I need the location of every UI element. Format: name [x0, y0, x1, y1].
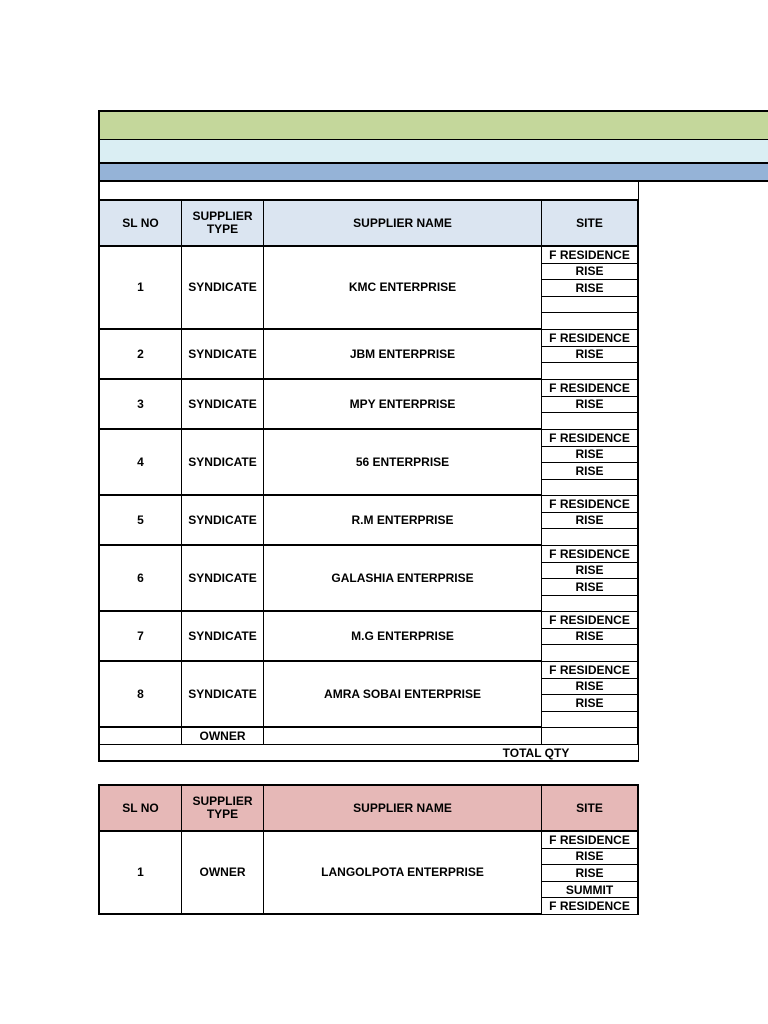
site-cell: SUMMIT — [541, 882, 639, 899]
site-cell: F RESIDENCE — [541, 430, 639, 447]
sl-no-cell: 5 — [98, 496, 181, 546]
title-band-blue — [98, 164, 768, 182]
site-cell: RISE — [541, 397, 639, 414]
supplier-name-cell: JBM ENTERPRISE — [263, 330, 541, 380]
title-band-green — [98, 110, 768, 140]
site-cell — [541, 480, 639, 497]
owner-row-cell — [263, 728, 541, 745]
supplier-name-cell: KMC ENTERPRISE — [263, 247, 541, 330]
supplier-type-cell: SYNDICATE — [181, 247, 263, 330]
supplier-type-cell: SYNDICATE — [181, 546, 263, 612]
sl-no-cell: 1 — [98, 832, 181, 915]
sl-no-cell: 3 — [98, 380, 181, 430]
site-cell: F RESIDENCE — [541, 380, 639, 397]
site-cell: RISE — [541, 849, 639, 866]
table2-header-sl-no: SL NO — [98, 784, 181, 832]
site-cell — [541, 363, 639, 380]
site-cell: F RESIDENCE — [541, 496, 639, 513]
site-cell — [541, 413, 639, 430]
supplier-name-cell: AMRA SOBAI ENTERPRISE — [263, 662, 541, 728]
site-cell: F RESIDENCE — [541, 546, 639, 563]
site-cell: F RESIDENCE — [541, 612, 639, 629]
site-cell: RISE — [541, 347, 639, 364]
site-cell: F RESIDENCE — [541, 832, 639, 849]
supplier-name-cell: 56 ENTERPRISE — [263, 430, 541, 496]
site-cell: RISE — [541, 865, 639, 882]
table1-header-supplier-name: SUPPLIER NAME — [263, 199, 541, 247]
supplier-name-cell: GALASHIA ENTERPRISE — [263, 546, 541, 612]
site-cell: RISE — [541, 280, 639, 297]
supplier-type-cell: SYNDICATE — [181, 380, 263, 430]
total-qty-label: TOTAL QTY — [502, 746, 570, 760]
supplier-type-cell: SYNDICATE — [181, 496, 263, 546]
site-cell: F RESIDENCE — [541, 898, 639, 915]
spacer-row — [98, 182, 639, 199]
supplier-type-cell: OWNER — [181, 832, 263, 915]
site-cell: RISE — [541, 563, 639, 580]
site-cell: RISE — [541, 447, 639, 464]
site-cell — [541, 712, 639, 729]
table2-header-supplier-type: SUPPLIER TYPE — [181, 784, 263, 832]
site-cell: RISE — [541, 463, 639, 480]
title-band-light-blue — [98, 140, 768, 164]
sl-no-cell: 2 — [98, 330, 181, 380]
supplier-type-cell: SYNDICATE — [181, 612, 263, 662]
table2-header-supplier-name: SUPPLIER NAME — [263, 784, 541, 832]
table1-header-site: SITE — [541, 199, 639, 247]
site-cell: F RESIDENCE — [541, 247, 639, 264]
table1-header-supplier-type: SUPPLIER TYPE — [181, 199, 263, 247]
owner-row-cell — [98, 728, 181, 745]
table1-header-sl-no: SL NO — [98, 199, 181, 247]
site-cell — [541, 529, 639, 546]
supplier-name-cell: LANGOLPOTA ENTERPRISE — [263, 832, 541, 915]
owner-label: OWNER — [181, 728, 263, 745]
supplier-name-cell: R.M ENTERPRISE — [263, 496, 541, 546]
table2-header-site: SITE — [541, 784, 639, 832]
site-cell: RISE — [541, 513, 639, 530]
sl-no-cell: 7 — [98, 612, 181, 662]
sl-no-cell: 8 — [98, 662, 181, 728]
site-cell: RISE — [541, 579, 639, 596]
site-cell: RISE — [541, 695, 639, 712]
site-cell — [541, 297, 639, 314]
supplier-name-cell: M.G ENTERPRISE — [263, 612, 541, 662]
site-cell — [541, 313, 639, 330]
site-cell: RISE — [541, 629, 639, 646]
site-cell — [541, 596, 639, 613]
owner-row-cell — [541, 728, 639, 745]
supplier-type-cell: SYNDICATE — [181, 430, 263, 496]
site-cell: RISE — [541, 264, 639, 281]
sl-no-cell: 1 — [98, 247, 181, 330]
sl-no-cell: 6 — [98, 546, 181, 612]
site-cell: F RESIDENCE — [541, 330, 639, 347]
supplier-type-cell: SYNDICATE — [181, 330, 263, 380]
site-cell: F RESIDENCE — [541, 662, 639, 679]
supplier-type-cell: SYNDICATE — [181, 662, 263, 728]
site-cell: RISE — [541, 679, 639, 696]
supplier-name-cell: MPY ENTERPRISE — [263, 380, 541, 430]
site-cell — [541, 645, 639, 662]
sl-no-cell: 4 — [98, 430, 181, 496]
